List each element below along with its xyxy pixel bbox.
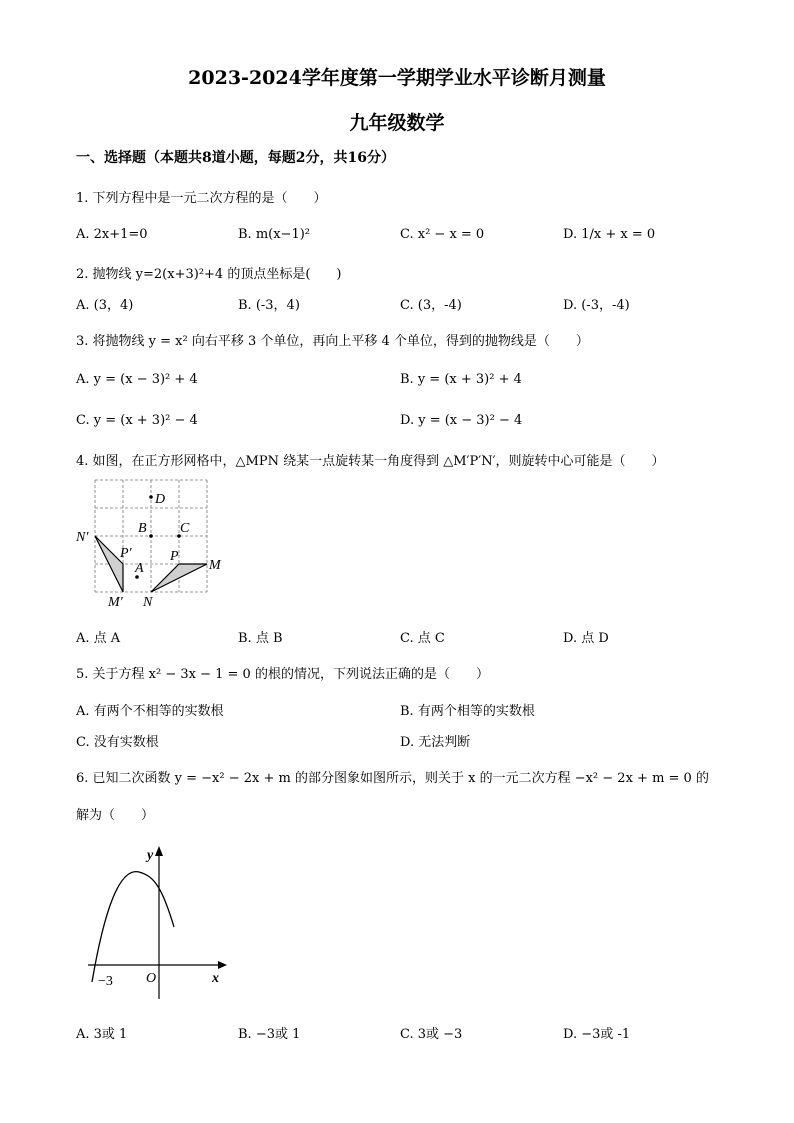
y-axis-label: y bbox=[147, 848, 154, 863]
label-d: D bbox=[155, 492, 166, 507]
triangle-mpn-prime bbox=[95, 536, 123, 592]
label-m: M bbox=[209, 558, 221, 573]
question-3-stem: 3. 将抛物线 y = x² 向右平移 3 个单位，再向上平移 4 个单位，得到的抛物线是（ ） bbox=[76, 334, 589, 349]
label-a: A bbox=[135, 561, 144, 576]
question-5-option-c: C. 没有实数根 bbox=[76, 735, 159, 750]
label-n-prime: N′ bbox=[76, 530, 89, 545]
label-c: C bbox=[180, 521, 190, 536]
question-6-option-c: C. 3或 −3 bbox=[400, 1027, 463, 1042]
question-2-option-b: B. (-3，4) bbox=[238, 298, 300, 313]
question-3-option-d: D. y = (x − 3)² − 4 bbox=[400, 413, 523, 428]
x-axis-label: x bbox=[212, 971, 219, 986]
origin-label: O bbox=[146, 971, 157, 986]
question-4-option-a: A. 点 A bbox=[76, 631, 121, 646]
question-1-stem: 1. 下列方程中是一元二次方程的是（ ） bbox=[76, 191, 327, 206]
question-2-option-d: D. (-3，-4) bbox=[563, 298, 630, 313]
question-1-option-a: A. 2x+1=0 bbox=[76, 227, 148, 242]
point-b bbox=[149, 534, 153, 538]
question-1-option-b: B. m(x−1)² bbox=[238, 227, 310, 242]
x-tick-label: −3 bbox=[98, 974, 113, 989]
point-d bbox=[149, 495, 153, 499]
question-2-stem: 2. 抛物线 y=2(x+3)²+4 的顶点坐标是( ) bbox=[76, 267, 342, 282]
question-6-option-a: A. 3或 1 bbox=[76, 1027, 128, 1042]
question-4-option-b: B. 点 B bbox=[238, 631, 283, 646]
question-4-stem: 4. 如图，在正方形网格中，△MPN 绕某一点旋转某一角度得到 △M′P′N′，则旋转中心可能是（ ） bbox=[76, 454, 665, 469]
label-p-prime: P′ bbox=[120, 546, 132, 561]
question-2-option-a: A. (3，4) bbox=[76, 298, 134, 313]
section-heading: 一、选择题（本题共8道小题，每题2分，共16分） bbox=[76, 150, 395, 166]
question-3-option-c: C. y = (x + 3)² − 4 bbox=[76, 413, 198, 428]
x-axis-arrow-icon bbox=[218, 961, 227, 969]
question-6-option-d: D. −3或 -1 bbox=[563, 1027, 631, 1042]
question-5-stem: 5. 关于方程 x² − 3x − 1 = 0 的根的情况，下列说法正确的是（ ） bbox=[76, 667, 489, 682]
question-6-stem-line2: 解为（ ） bbox=[76, 808, 155, 823]
question-4-option-c: C. 点 C bbox=[400, 631, 445, 646]
question-5-option-a: A. 有两个不相等的实数根 bbox=[76, 704, 224, 719]
parabola-graph-figure bbox=[84, 842, 234, 1002]
page-subtitle: 九年级数学 bbox=[349, 112, 445, 134]
label-b: B bbox=[138, 521, 147, 536]
page-title: 2023-2024学年度第一学期学业水平诊断月测量 bbox=[188, 67, 606, 89]
question-6-stem-line1: 6. 已知二次函数 y = −x² − 2x + m 的部分图象如图所示，则关于 x 的一元二次方程 −x² − 2x + m = 0 的 bbox=[76, 771, 709, 786]
question-4-option-d: D. 点 D bbox=[563, 631, 609, 646]
label-n: N bbox=[143, 595, 153, 610]
question-3-option-a: A. y = (x − 3)² + 4 bbox=[76, 372, 198, 387]
rotation-grid-figure bbox=[76, 477, 236, 612]
question-3-option-b: B. y = (x + 3)² + 4 bbox=[400, 372, 522, 387]
question-5-option-b: B. 有两个相等的实数根 bbox=[400, 704, 535, 719]
question-5-option-d: D. 无法判断 bbox=[400, 735, 471, 750]
question-2-option-c: C. (3，-4) bbox=[400, 298, 462, 313]
label-m-prime: M′ bbox=[108, 595, 123, 610]
label-p: P bbox=[170, 549, 179, 564]
question-1-option-d: D. 1/x + x = 0 bbox=[563, 227, 656, 242]
question-1-option-c: C. x² − x = 0 bbox=[400, 227, 485, 242]
question-6-option-b: B. −3或 1 bbox=[238, 1027, 301, 1042]
y-axis-arrow-icon bbox=[155, 846, 163, 856]
